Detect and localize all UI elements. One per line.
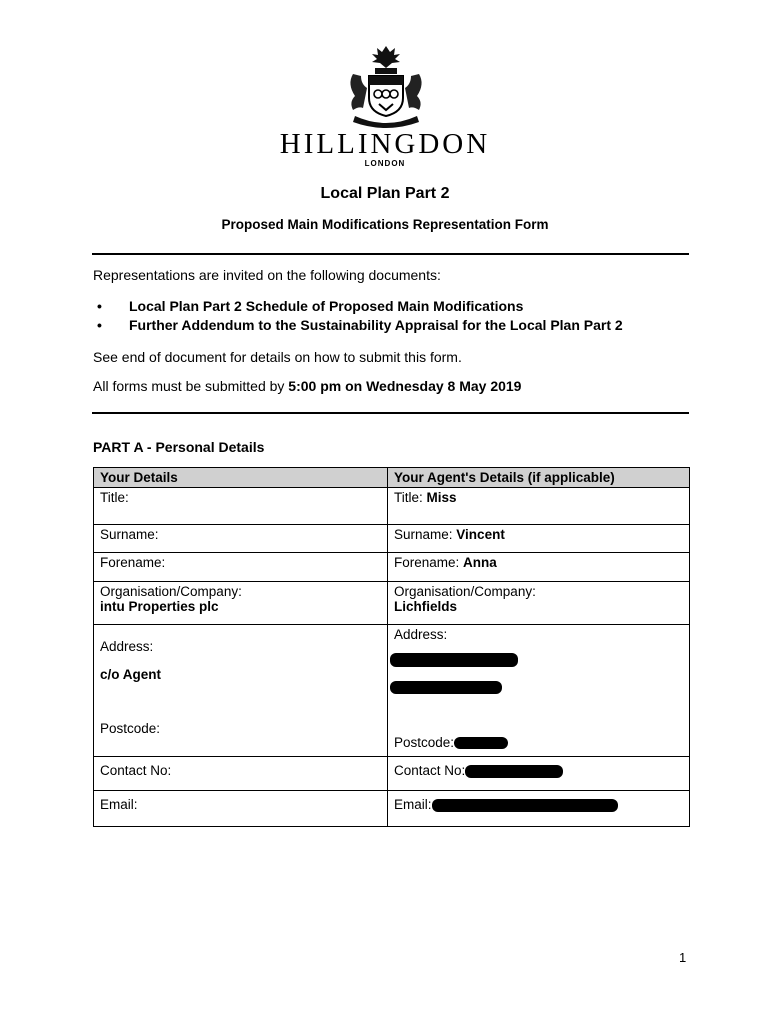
agent-organisation-value: Lichfields — [394, 599, 458, 614]
document-list — [93, 297, 623, 335]
organisation-label: Organisation/Company: — [394, 584, 536, 599]
deadline-date: 5:00 pm on Wednesday 8 May 2019 — [288, 378, 522, 394]
postcode-label: Postcode: — [100, 721, 161, 736]
title-label: Title: — [394, 490, 423, 505]
header-agent-details: Your Agent's Details (if applicable) — [388, 468, 690, 488]
your-organisation-value: intu Properties plc — [100, 599, 219, 614]
agent-surname-value: Vincent — [456, 527, 505, 542]
deadline-prefix: All forms must be submitted by — [93, 378, 289, 394]
submission-note: See end of document for details on how to submit this form. — [93, 349, 462, 365]
organisation-label: Organisation/Company: — [100, 584, 242, 599]
redacted-email — [432, 799, 618, 812]
divider — [92, 253, 689, 255]
email-label: Email: — [100, 797, 138, 812]
surname-label: Surname: — [100, 527, 159, 542]
agent-forename-field[interactable] — [388, 553, 690, 582]
email-label: Email: — [394, 797, 432, 812]
agent-forename-value: Anna — [463, 555, 497, 570]
redacted-contact-number — [465, 765, 563, 778]
redacted-postcode — [454, 737, 508, 749]
agent-contact-field[interactable] — [388, 757, 690, 791]
document-list-item: • Local Plan Part 2 Schedule of Proposed Main Modifications — [93, 297, 623, 316]
document-list-item: • Further Addendum to the Sustainability Appraisal for the Local Plan Part 2 — [93, 316, 623, 335]
document-subtitle: Proposed Main Modifications Representation Form — [221, 217, 549, 232]
forename-label: Forename: — [100, 555, 166, 570]
surname-label: Surname: — [394, 527, 453, 542]
contact-label: Contact No: — [100, 763, 172, 778]
address-label: Address: — [394, 627, 448, 642]
redacted-address-line — [390, 653, 518, 667]
address-label: Address: — [100, 639, 154, 654]
hillingdon-crest-icon — [345, 44, 427, 128]
forename-label: Forename: — [394, 555, 460, 570]
your-forename-field[interactable] — [94, 553, 388, 582]
postcode-label: Postcode: — [394, 735, 455, 750]
page-number: 1 — [679, 950, 687, 965]
your-email-field[interactable] — [94, 791, 388, 827]
header-your-details: Your Details — [94, 468, 388, 488]
agent-organisation-field[interactable] — [388, 582, 690, 625]
intro-text: Representations are invited on the following documents: — [93, 267, 441, 283]
agent-address-field[interactable] — [388, 625, 690, 757]
contact-label: Contact No: — [394, 763, 466, 778]
document-title: Local Plan Part 2 — [320, 185, 450, 202]
your-contact-field[interactable] — [94, 757, 388, 791]
your-organisation-field[interactable] — [94, 582, 388, 625]
brand-name: HILLINGDON — [279, 128, 491, 160]
agent-surname-field[interactable] — [388, 525, 690, 553]
section-heading: PART A - Personal Details — [93, 439, 265, 455]
your-address-value: c/o Agent — [100, 667, 162, 682]
agent-postcode — [394, 735, 508, 750]
divider — [92, 412, 689, 414]
your-surname-field[interactable] — [94, 525, 388, 553]
your-title-field[interactable] — [94, 488, 388, 525]
agent-email-field[interactable] — [388, 791, 690, 827]
your-address-field[interactable] — [94, 625, 388, 757]
deadline-text — [93, 378, 521, 394]
title-label: Title: — [100, 490, 129, 505]
brand-subtitle: LONDON — [364, 159, 406, 168]
agent-title-value: Miss — [426, 490, 457, 505]
agent-title-field[interactable] — [388, 488, 690, 525]
personal-details-table — [93, 467, 690, 827]
redacted-address-line — [390, 681, 502, 694]
